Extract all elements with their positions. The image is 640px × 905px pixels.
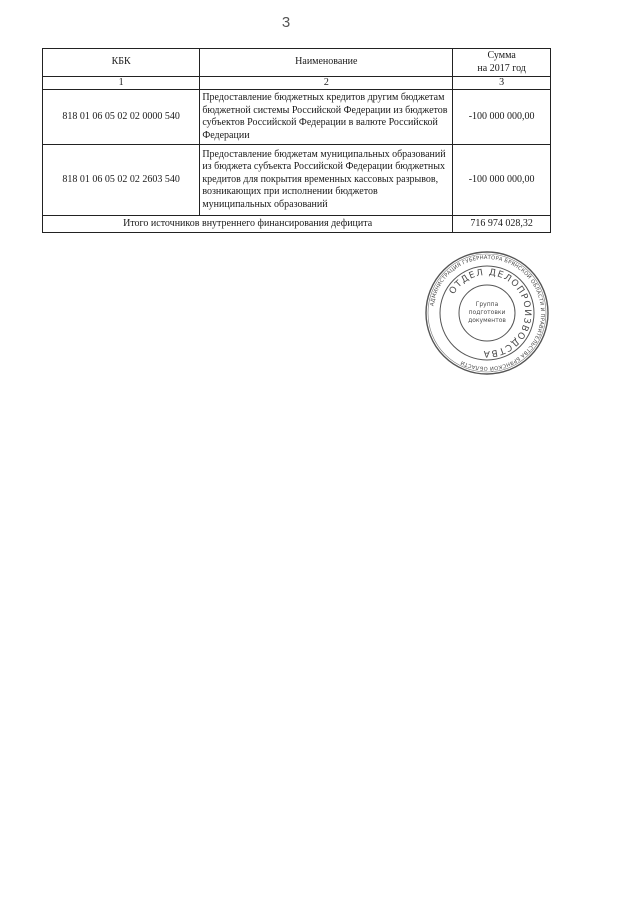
stamp-seal-icon	[424, 250, 550, 376]
column-number: 3	[453, 77, 551, 90]
column-number: 1	[43, 77, 200, 90]
kbk-code: 818 01 06 05 02 02 0000 540	[43, 90, 200, 145]
header-name: Наименование	[200, 49, 453, 77]
stamp-ring-text: ОТДЕЛ ДЕЛОПРОИЗВОДСТВА	[447, 267, 533, 359]
table-row	[43, 90, 551, 145]
table-row	[43, 145, 551, 216]
financing-sources-table	[42, 48, 551, 233]
office-stamp	[424, 250, 550, 376]
total-row	[43, 216, 551, 233]
header-sum	[453, 49, 551, 77]
header-sum-line1: Сумма	[487, 50, 516, 61]
stamp-center-line1: Группа	[475, 301, 499, 308]
row-sum: -100 000 000,00	[453, 90, 551, 145]
stamp-center-line3: документов	[468, 317, 506, 324]
row-name: Предоставление бюджетных кредитов другим бюджетам бюджетной системы Российской Федерации из бюджетов субъектов Российской Федерации в валюте Российской Федерации	[200, 90, 453, 145]
table-header-row	[43, 49, 551, 77]
stamp-outer-text: АДМИНИСТРАЦИЯ ГУБЕРНАТОРА БРЯНСКОЙ ОБЛАСТИ И ПРАВИТЕЛЬСТВА БРЯНСКОЙ ОБЛАСТИ	[429, 254, 546, 372]
column-number-row	[43, 77, 551, 90]
kbk-code: 818 01 06 05 02 02 2603 540	[43, 145, 200, 216]
stamp-center-line2: подготовки	[468, 309, 506, 316]
header-kbk: КБК	[43, 49, 200, 77]
total-label: Итого источников внутреннего финансирования дефицита	[43, 216, 453, 233]
total-value: 716 974 028,32	[453, 216, 551, 233]
row-name: Предоставление бюджетам муниципальных образований из бюджета субъекта Российской Федерации бюджетных кредитов для покрытия временных кассовых разрывов, возникающих при исполнении бюджетов муниципальных образований	[200, 145, 453, 216]
page-number: 3	[281, 14, 291, 31]
row-sum: -100 000 000,00	[453, 145, 551, 216]
header-sum-line2: на 2017 год	[477, 62, 526, 74]
column-number: 2	[200, 77, 453, 90]
